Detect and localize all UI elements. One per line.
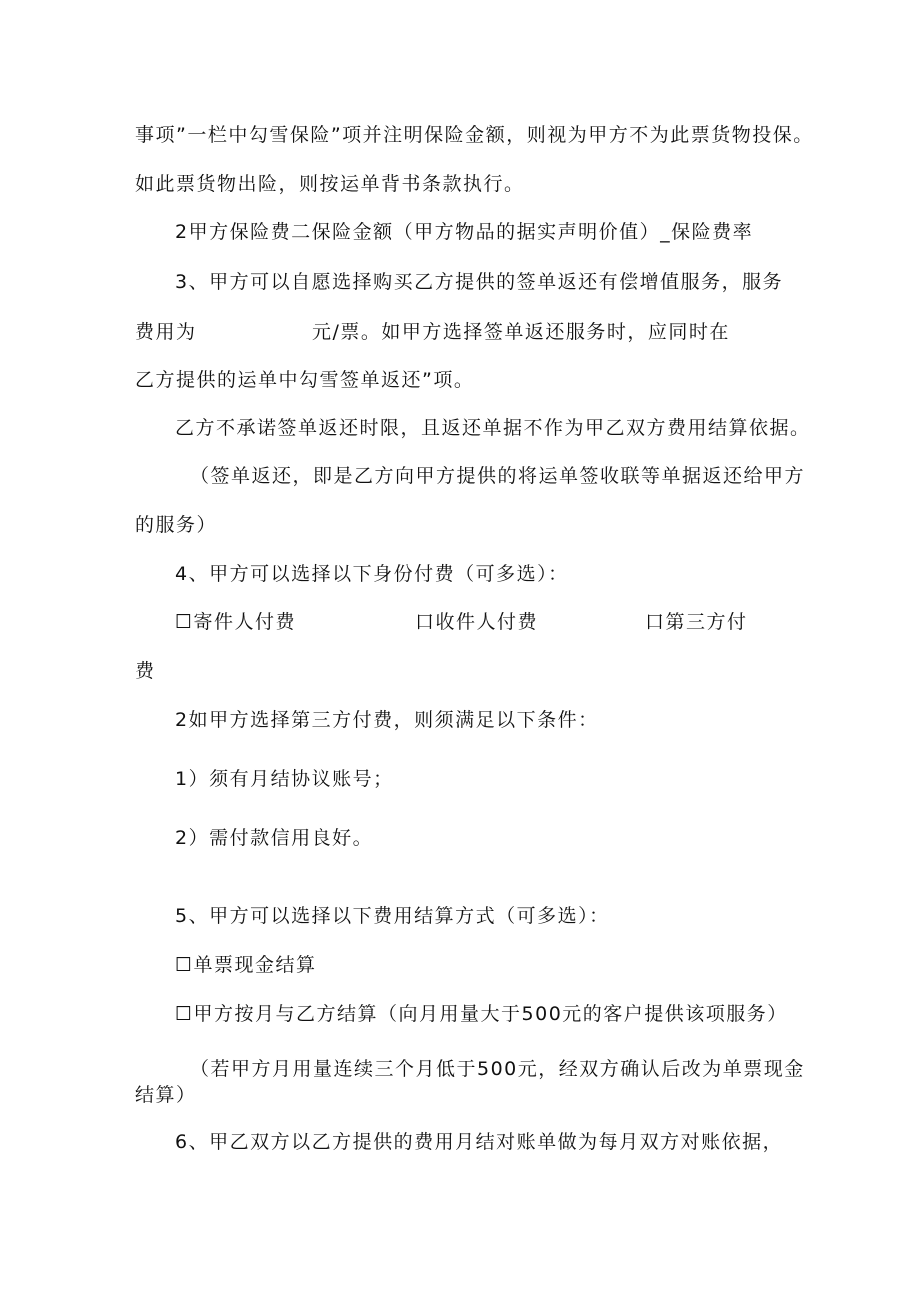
text-line: 2甲方保险费二保险金额（甲方物品的据实声明价值）_保险费率: [175, 221, 754, 243]
checkbox-option: ☐甲方按月与乙方结算（向月用量大于500元的客户提供该项服务）: [175, 1003, 788, 1025]
text-line: 元/票。如甲方选择签单返还服务时，应同时在: [312, 321, 730, 343]
text-line: 乙方提供的运单中勾雪签单返还”项。: [135, 369, 475, 391]
text-line: 费用为: [135, 321, 197, 343]
text-line: 6、甲乙双方以乙方提供的费用月结对账单做为每月双方对账依据，: [175, 1131, 784, 1153]
text-line: 1）须有月结协议账号；: [175, 768, 394, 790]
checkbox-option: ☐寄件人付费: [175, 611, 297, 633]
text-line: 5、甲方可以选择以下费用结算方式（可多选）：: [175, 905, 610, 927]
checkbox-option: 口收件人付费: [415, 611, 539, 633]
text-line: （若甲方月用量连续三个月低于500元，经双方确认后改为单票现金: [190, 1058, 805, 1080]
text-line: 2如甲方选择第三方付费，则须满足以下条件：: [175, 709, 599, 731]
text-line: 乙方不承诺签单返还时限，且返还单据不作为甲乙双方费用结算依据。: [175, 417, 811, 439]
text-line: 的服务）: [135, 514, 218, 536]
text-line: 4、甲方可以选择以下身份付费（可多选）：: [175, 563, 569, 585]
text-line: 事项”一栏中勾雪保险”项并注明保险金额，则视为甲方不为此票货物投保。: [135, 124, 814, 146]
text-line: （签单返还，即是乙方向甲方提供的将运单签收联等单据返还给甲方: [190, 465, 806, 487]
text-line: 结算）: [135, 1084, 197, 1106]
text-line: 3、甲方可以自愿选择购买乙方提供的签单返还有偿增值服务，服务: [175, 271, 784, 293]
text-line: 如此票货物出险，则按运单背书条款执行。: [135, 173, 525, 195]
checkbox-option: ☐单票现金结算: [175, 954, 317, 976]
text-line: 费: [135, 660, 156, 682]
checkbox-option: 口第三方付: [645, 611, 748, 633]
text-line: 2）需付款信用良好。: [175, 827, 374, 849]
